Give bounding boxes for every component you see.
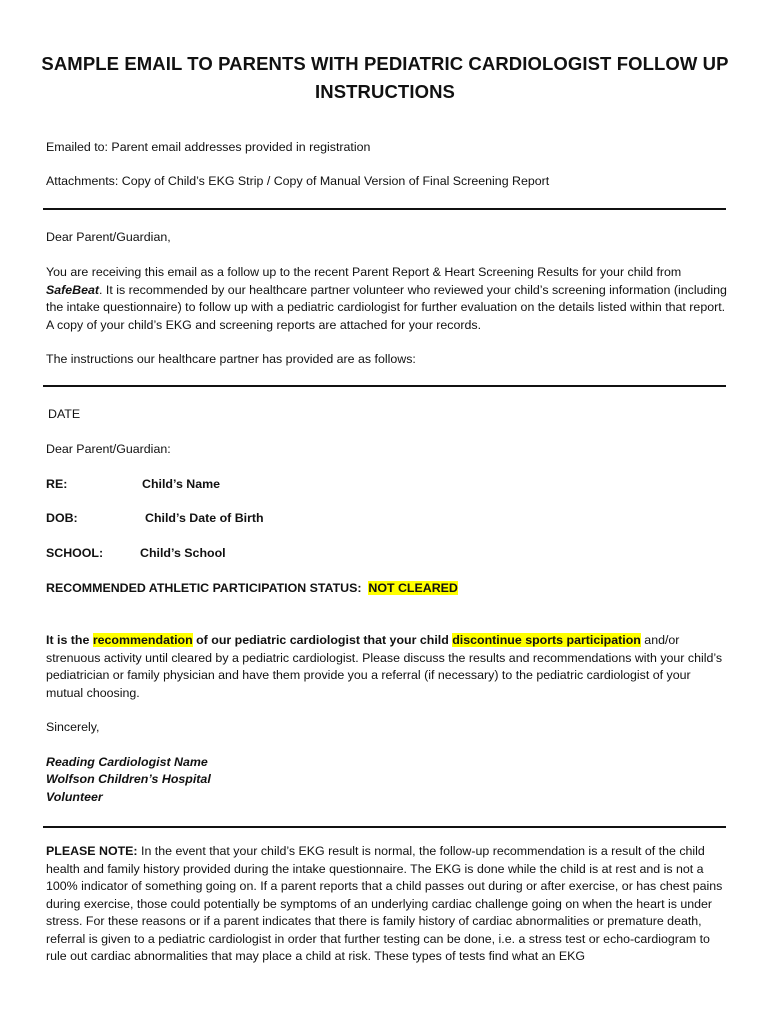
greeting-line: Dear Parent/Guardian, (46, 230, 171, 244)
re-row (46, 476, 220, 494)
closing-line: Sincerely, (46, 720, 100, 734)
emailed-to-line: Emailed to: Parent email addresses provided in registration (46, 140, 371, 154)
school-label: SCHOOL: (46, 546, 104, 560)
re-value: Child’s Name (142, 477, 221, 491)
instructions-intro: The instructions our healthcare partner has provided are as follows: (46, 352, 416, 366)
please-note-paragraph (46, 843, 731, 966)
recommendation-paragraph (46, 632, 731, 702)
status-value-highlight: NOT CLEARED (368, 581, 458, 595)
divider-middle (43, 385, 726, 387)
attachments-line: Attachments: Copy of Child’s EKG Strip / Copy of Manual Version of Final Screening Report (46, 174, 550, 188)
dob-value: Child’s Date of Birth (145, 511, 264, 525)
letter-greeting: Dear Parent/Guardian: (46, 442, 171, 456)
note-label: PLEASE NOTE: (46, 844, 138, 858)
dob-label: DOB: (46, 511, 78, 525)
rec-text-3: and/or strenuous activity until cleared by a pediatric cardiologist. Please discuss the results and recommendations with your child’s pediatrician or family physician and have them provide you a referral (if necessary) to the pediatric cardiologist of your mutual choosing. (46, 633, 723, 700)
status-label: RECOMMENDED ATHLETIC PARTICIPATION STATUS: (46, 581, 362, 595)
signature-name: Reading Cardiologist Name (46, 755, 208, 769)
letter-date: DATE (48, 407, 81, 421)
brand-name: SafeBeat (46, 282, 100, 297)
rec-text-2: of our pediatric cardiologist that your child (192, 633, 453, 647)
school-value: Child’s School (140, 546, 226, 560)
rec-text-1: It is the (46, 633, 93, 647)
divider-bottom (43, 826, 726, 828)
signature-organization: Wolfson Children’s Hospital (46, 772, 211, 786)
divider-top (43, 208, 726, 210)
signature-role: Volunteer (46, 790, 103, 804)
intro-text-2: . It is recommended by our healthcare partner volunteer who reviewed your child’s screening information (including the intake questionnaire) to follow up with a pediatric cardiologist for further evaluation on the details listed within that report. A copy of your child’s EKG and screening reports are attached for your records. (46, 282, 727, 332)
intro-paragraph (46, 264, 731, 334)
rec-highlight-discontinue: discontinue sports participation (452, 633, 641, 647)
document-title: SAMPLE EMAIL TO PARENTS WITH PEDIATRIC CARDIOLOGIST FOLLOW UP INSTRUCTIONS (41, 53, 729, 102)
status-row (46, 580, 458, 598)
note-text: In the event that your child’s EKG result is normal, the follow-up recommendation is a result of the child health and family history provided during the intake questionnaire. The EKG is done while the child is at rest and is not a 100% indicator of something going on. If a parent reports that a child passes out during or after exercise, or has chest pains during exercise, those could potentially be symptoms of an underlying cardiac challenge going on when the heart is under stress. For these reasons or if a parent indicates that there is family history of cardiac abnormalities or premature death, referral is given to a pediatric cardiologist in order that further testing can be done, i.e. a stress test or echo-cardiogram to rule out cardiac abnormalities that may place a child at risk. These types of tests find what an EKG (46, 844, 723, 963)
re-label: RE: (46, 477, 68, 491)
rec-highlight-recommendation: recommendation (92, 633, 193, 647)
dob-row (46, 510, 264, 528)
intro-text-1: You are receiving this email as a follow up to the recent Parent Report & Heart Screening Results for your child from (46, 265, 682, 279)
school-row (46, 545, 226, 563)
